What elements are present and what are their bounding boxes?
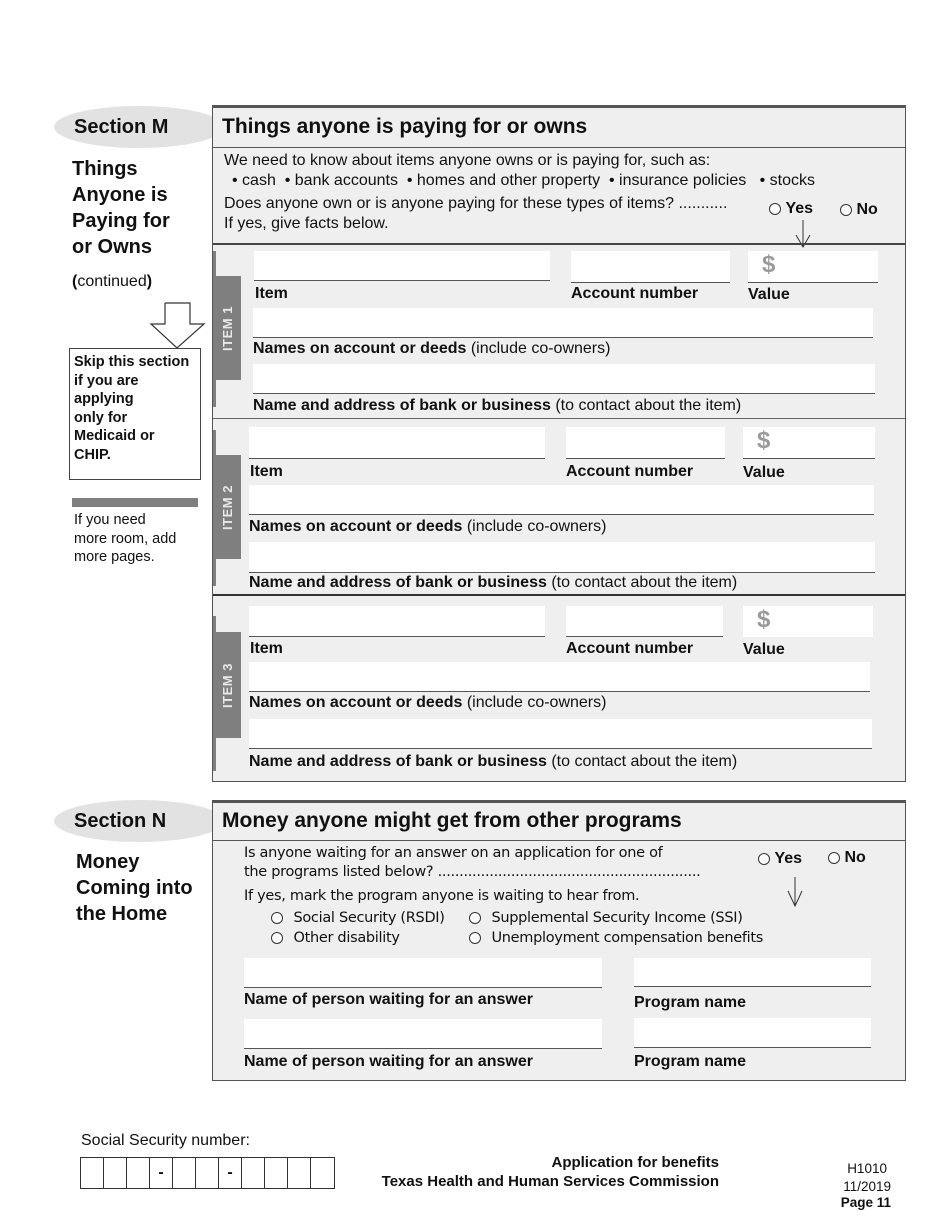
ssn-separator: - — [219, 1158, 242, 1188]
no-radio[interactable] — [840, 204, 852, 216]
item-1-item-field[interactable] — [254, 251, 550, 281]
page-number: Page 11 — [840, 1195, 891, 1210]
skip-section-note: Skip this section if you are applying only for Medicaid or CHIP. — [69, 348, 201, 480]
section-n-yes-option[interactable]: Yes — [758, 850, 802, 868]
no-radio[interactable] — [828, 852, 840, 864]
item-3-bank-label: Name and address of bank or business (to contact about the item) — [249, 753, 738, 770]
person-name-field-1[interactable] — [244, 958, 602, 988]
ssn-digit[interactable] — [81, 1158, 104, 1188]
section-n-question-line1: Is anyone waiting for an answer on an application for one of — [244, 845, 663, 861]
dollar-icon: $ — [762, 251, 776, 278]
section-n-pill — [54, 800, 224, 842]
item-3-account-field[interactable] — [566, 606, 723, 637]
item-3-item-label: Item — [250, 640, 283, 657]
item-1-names-label: Names on account or deeds (include co-owners) — [253, 340, 611, 357]
section-m-pill — [54, 106, 224, 148]
item-2-value-label: Value — [743, 464, 785, 481]
item-2-account-field[interactable] — [566, 427, 725, 459]
section-m-examples: • cash • bank accounts • homes and other property • insurance policies • stocks — [232, 172, 815, 189]
program-radio[interactable] — [469, 912, 481, 924]
program-name-label-1: Program name — [634, 994, 747, 1011]
item-3-names-label: Names on account or deeds (include co-owners) — [249, 694, 607, 711]
item-3-item-field[interactable] — [249, 606, 545, 637]
item-1-tab: ITEM 1 — [213, 276, 241, 380]
item-1-value-label: Value — [748, 286, 790, 303]
yes-radio[interactable] — [769, 203, 781, 215]
item-1-bank-label: Name and address of bank or business (to contact about the item) — [253, 397, 742, 414]
item-3-account-label: Account number — [566, 640, 694, 657]
form-title-block — [382, 1153, 719, 1191]
item-2-value-field[interactable] — [743, 427, 875, 459]
program-option-ssi[interactable]: Supplemental Security Income (SSI) — [469, 909, 743, 927]
ssn-digit[interactable] — [242, 1158, 265, 1188]
section-n-if-yes: If yes, mark the program anyone is waiting to hear from. — [244, 888, 640, 904]
item-3-value-field[interactable] — [743, 606, 873, 637]
person-name-label-2: Name of person waiting for an answer — [244, 1053, 533, 1070]
ssn-digit[interactable] — [311, 1158, 334, 1188]
person-name-label-1: Name of person waiting for an answer — [244, 991, 533, 1008]
section-n-box — [212, 800, 906, 1081]
item-2-bank-label: Name and address of bank or business (to contact about the item) — [249, 574, 738, 591]
item-2-names-label: Names on account or deeds (include co-owners) — [249, 518, 607, 535]
item-2-item-field[interactable] — [249, 427, 545, 459]
item-2-account-label: Account number — [566, 463, 694, 480]
item-1-item-label: Item — [255, 285, 288, 302]
section-m-side-title: Things Anyone is Paying for or Owns — [72, 158, 170, 258]
item-1-bank-field[interactable] — [253, 364, 875, 394]
section-m-intro-divider — [213, 243, 905, 245]
agency-name: Texas Health and Human Services Commission — [381, 1173, 719, 1190]
section-n-question-line2: the programs listed below? ............................................................. — [244, 864, 701, 880]
section-n-side-title: Money Coming into the Home — [76, 851, 193, 925]
form-meta-block — [843, 1160, 891, 1196]
item-2-divider — [213, 594, 905, 596]
item-1-divider — [213, 418, 905, 419]
ssn-digit[interactable] — [127, 1158, 150, 1188]
section-m-if-yes: If yes, give facts below. — [224, 215, 389, 232]
down-arrow-icon — [150, 302, 206, 350]
section-m-question: Does anyone own or is anyone paying for these types of items? ........... — [224, 195, 728, 212]
ssn-input-boxes[interactable] — [80, 1157, 335, 1189]
section-m-intro: We need to know about items anyone owns or is paying for, such as: — [224, 152, 711, 169]
item-3-names-field[interactable] — [249, 662, 870, 692]
continued-note: (continued) — [72, 273, 153, 290]
dollar-icon: $ — [757, 606, 771, 633]
program-option-rsdi[interactable]: Social Security (RSDI) — [271, 909, 445, 927]
ssn-digit[interactable] — [265, 1158, 288, 1188]
form-id: H1010 — [847, 1161, 887, 1176]
item-2-item-label: Item — [250, 463, 283, 480]
item-1-account-label: Account number — [571, 285, 699, 302]
program-option-other-disability[interactable]: Other disability — [271, 929, 400, 947]
dollar-icon: $ — [757, 427, 771, 454]
section-m-header: Things anyone is paying for or owns — [213, 108, 905, 148]
ssn-digit[interactable] — [104, 1158, 127, 1188]
item-3-bank-field[interactable] — [249, 719, 872, 749]
yes-radio[interactable] — [758, 853, 770, 865]
program-option-unemployment[interactable]: Unemployment compensation benefits — [469, 929, 763, 947]
section-n-header: Money anyone might get from other programs — [213, 803, 905, 841]
section-m-label: Section M — [74, 115, 169, 138]
ssn-digit[interactable] — [196, 1158, 219, 1188]
section-n-label: Section N — [74, 809, 167, 832]
more-room-note: If you need more room, add more pages. — [74, 512, 177, 565]
ssn-separator: - — [150, 1158, 173, 1188]
ssn-digit[interactable] — [173, 1158, 196, 1188]
item-3-tab: ITEM 3 — [213, 632, 241, 738]
item-2-tab: ITEM 2 — [213, 455, 241, 559]
yes-radio-option[interactable]: Yes — [769, 200, 813, 218]
item-3-value-label: Value — [743, 641, 785, 658]
program-name-field-1[interactable] — [634, 958, 871, 987]
no-radio-option[interactable]: No — [840, 201, 878, 219]
program-name-label-2: Program name — [634, 1053, 747, 1070]
program-radio[interactable] — [271, 932, 283, 944]
item-2-bank-field[interactable] — [249, 542, 875, 573]
ssn-label: Social Security number: — [81, 1132, 250, 1149]
program-radio[interactable] — [271, 912, 283, 924]
item-1-value-field[interactable] — [748, 251, 878, 283]
person-name-field-2[interactable] — [244, 1019, 602, 1049]
item-2-names-field[interactable] — [249, 485, 874, 515]
program-name-field-2[interactable] — [634, 1018, 871, 1048]
yes-arrow-icon — [785, 877, 805, 907]
program-radio[interactable] — [469, 932, 481, 944]
ssn-digit[interactable] — [288, 1158, 311, 1188]
item-1-account-field[interactable] — [571, 251, 730, 283]
gray-divider-bar — [72, 498, 198, 507]
form-title: Application for benefits — [551, 1154, 719, 1171]
section-n-no-option[interactable]: No — [828, 849, 866, 867]
section-m-box — [212, 105, 906, 782]
item-1-names-field[interactable] — [253, 308, 873, 338]
form-date: 11/2019 — [843, 1179, 891, 1194]
